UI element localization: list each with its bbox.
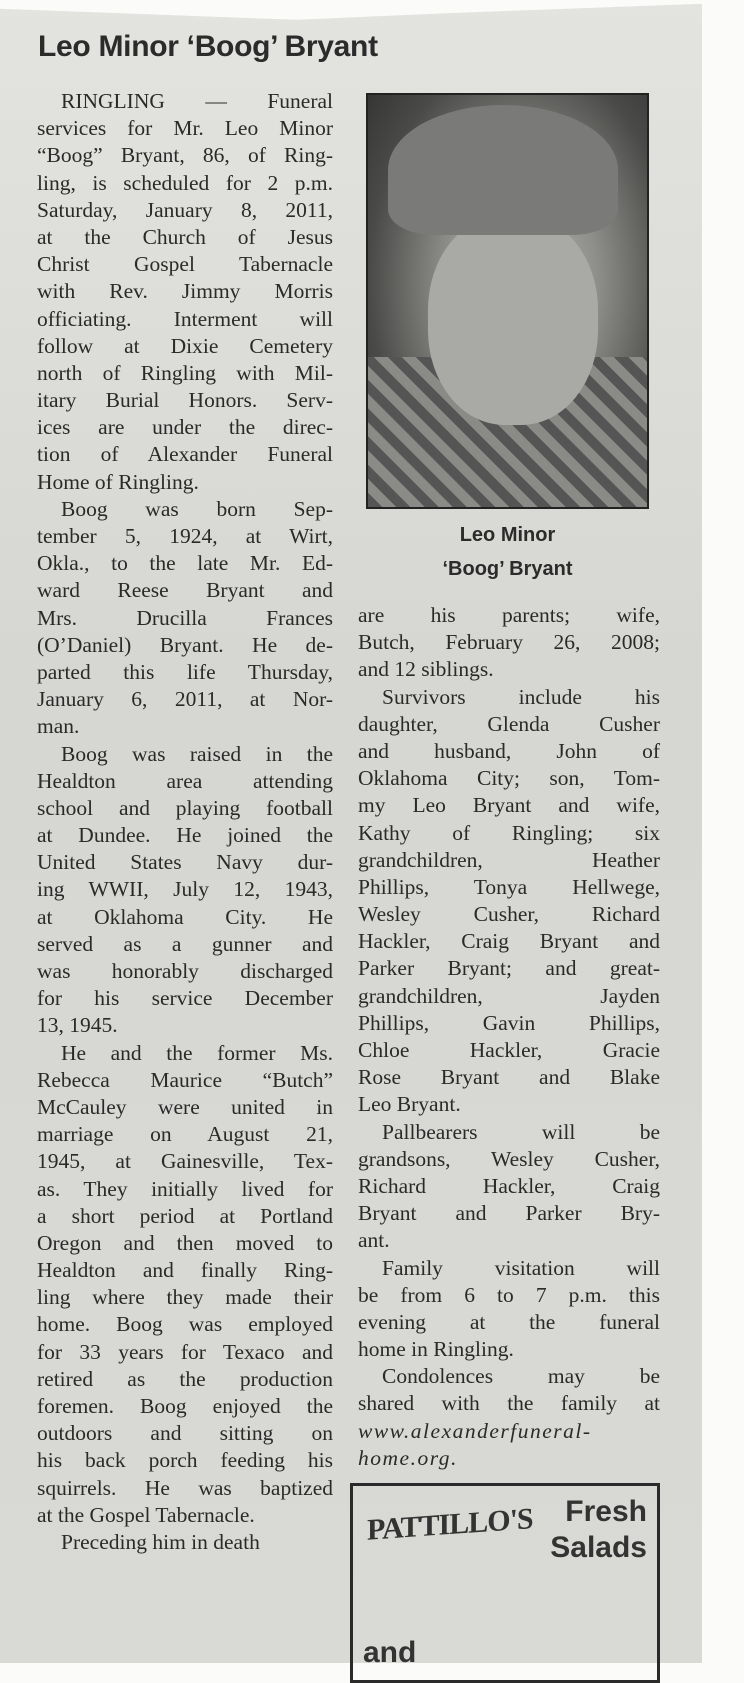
text-line: Pallbearers will be xyxy=(382,1119,660,1144)
portrait-photo xyxy=(366,93,649,509)
text-line: as. They initially lived for xyxy=(37,1176,333,1201)
text-line: Parker Bryant; and great- xyxy=(358,956,660,981)
left-text-column xyxy=(37,88,333,1556)
text-line: parted this life Thursday, xyxy=(37,659,333,684)
text-line: Bryant and Parker Bry- xyxy=(358,1201,660,1226)
text-line: itary Burial Honors. Serv- xyxy=(37,388,333,413)
text-line: at the Gospel Tabernacle. xyxy=(37,1502,255,1527)
paragraph xyxy=(358,1255,660,1364)
text-line: Phillips, Tonya Hellwege, xyxy=(358,874,660,899)
text-line: Kathy of Ringling; six xyxy=(358,820,660,845)
paragraph xyxy=(37,496,333,741)
text-line: Mrs. Drucilla Frances xyxy=(37,605,333,630)
text-line: Home of Ringling. xyxy=(37,469,199,494)
text-line: ant. xyxy=(358,1228,390,1253)
paragraph xyxy=(358,684,660,1119)
text-line: and husband, John of xyxy=(358,738,660,763)
ad-line-salads: Salads xyxy=(550,1531,647,1564)
text-line: ward Reese Bryant and xyxy=(37,578,333,603)
text-line: served as a gunner and xyxy=(37,931,333,956)
text-line: a short period at Portland xyxy=(37,1203,333,1228)
text-line: and 12 siblings. xyxy=(358,657,494,682)
paragraph xyxy=(37,741,333,1040)
text-line: tember 5, 1924, at Wirt, xyxy=(37,524,333,548)
text-line: for his service December xyxy=(37,986,333,1011)
text-line: Butch, February 26, 2008; xyxy=(358,630,660,655)
text-line: Okla., to the late Mr. Ed- xyxy=(37,551,333,576)
text-line: Healdton area attending xyxy=(37,768,333,793)
text-line: Saturday, January 8, 2011, xyxy=(37,197,333,222)
text-line: north of Ringling with Mil- xyxy=(37,360,333,385)
text-line: home in Ringling. xyxy=(358,1337,514,1362)
text-line: RINGLING — Funeral xyxy=(61,89,333,113)
text-line: Oklahoma City; son, Tom- xyxy=(358,766,660,791)
text-line: “Boog” Bryant, 86, of Ring- xyxy=(37,143,333,168)
text-line: at Dundee. He joined the xyxy=(37,823,333,848)
text-line: Christ Gospel Tabernacle xyxy=(37,252,333,277)
text-line: Survivors include his xyxy=(382,684,660,709)
text-line: Chloe Hackler, Gracie xyxy=(358,1038,660,1062)
text-line: Hackler, Craig Bryant and xyxy=(358,929,660,954)
text-line: Rose Bryant and Blake xyxy=(358,1065,660,1090)
text-line: foremen. Boog enjoyed the xyxy=(37,1394,333,1418)
text-line: Condolences may be xyxy=(382,1364,660,1389)
text-line: Wesley Cusher, Richard xyxy=(358,902,660,927)
text-line: He and the former Ms. xyxy=(61,1040,333,1065)
text-line: Family visitation will xyxy=(382,1255,660,1280)
paragraph xyxy=(358,1363,660,1472)
obituary-headline: Leo Minor ‘Boog’ Bryant xyxy=(38,30,378,63)
text-line: grandchildren, Jayden xyxy=(358,983,660,1008)
text-line: man. xyxy=(37,714,80,739)
text-line: for 33 years for Texaco and xyxy=(37,1339,333,1364)
text-line: grandsons, Wesley Cusher, xyxy=(358,1146,660,1171)
photo-caption-line-2: ‘Boog’ Bryant xyxy=(442,558,573,580)
text-line: January 6, 2011, at Nor- xyxy=(37,687,333,712)
text-line: shared with the family at xyxy=(358,1391,660,1416)
paragraph xyxy=(37,1040,333,1529)
text-line: at the Church of Jesus xyxy=(37,224,333,249)
website-link-line: home.org. xyxy=(358,1445,458,1470)
face xyxy=(428,215,598,425)
text-line: his back porch feeding his xyxy=(37,1448,333,1473)
paragraph xyxy=(37,1529,333,1556)
text-line: Preceding him in death xyxy=(61,1529,260,1554)
text-line: tion of Alexander Funeral xyxy=(37,442,333,467)
pattillos-advertisement xyxy=(350,1483,660,1683)
ad-logo: PATTILLO'S xyxy=(367,1502,533,1547)
text-line: evening at the funeral xyxy=(358,1309,660,1334)
text-line: Rebecca Maurice “Butch” xyxy=(37,1067,333,1092)
text-line: United States Navy dur- xyxy=(37,850,333,875)
text-line: marriage on August 21, xyxy=(37,1122,333,1147)
text-line: are his parents; wife, xyxy=(358,603,660,627)
text-line: at Oklahoma City. He xyxy=(37,904,333,929)
text-line: outdoors and sitting on xyxy=(37,1421,333,1446)
cap xyxy=(388,105,618,235)
text-line: 13, 1945. xyxy=(37,1013,118,1038)
text-line: McCauley were united in xyxy=(37,1094,333,1119)
ad-line-and: and xyxy=(363,1636,417,1669)
paragraph xyxy=(37,88,333,496)
text-line: Leo Bryant. xyxy=(358,1092,461,1117)
text-line: Boog was raised in the xyxy=(61,741,333,766)
right-text-column xyxy=(358,602,660,1472)
text-line: 1945, at Gainesville, Tex- xyxy=(37,1149,333,1174)
photo-caption-line-1: Leo Minor xyxy=(459,524,556,546)
text-line: grandchildren, Heather xyxy=(358,847,660,872)
text-line: Boog was born Sep- xyxy=(61,496,333,521)
website-link-line: www.alexanderfuneral- xyxy=(358,1418,592,1443)
text-line: ling, is scheduled for 2 p.m. xyxy=(37,170,333,195)
text-line: follow at Dixie Cemetery xyxy=(37,333,333,358)
text-line: Phillips, Gavin Phillips, xyxy=(358,1010,660,1035)
text-line: services for Mr. Leo Minor xyxy=(37,116,333,141)
text-line: school and playing football xyxy=(37,795,333,820)
text-line: daughter, Glenda Cusher xyxy=(358,711,660,736)
text-line: with Rev. Jimmy Morris xyxy=(37,279,333,304)
text-line: squirrels. He was baptized xyxy=(37,1475,333,1500)
ad-headline xyxy=(550,1494,647,1566)
ad-line-fresh: Fresh xyxy=(565,1495,647,1528)
paragraph xyxy=(358,1119,660,1255)
text-line: be from 6 to 7 p.m. this xyxy=(358,1282,660,1307)
text-line: Healdton and finally Ring- xyxy=(37,1258,333,1283)
text-line: my Leo Bryant and wife, xyxy=(358,793,660,818)
text-line: ices are under the direc- xyxy=(37,415,333,440)
text-line: home. Boog was employed xyxy=(37,1312,333,1337)
text-line: ing WWII, July 12, 1943, xyxy=(37,877,333,902)
paragraph xyxy=(358,602,660,684)
text-line: retired as the production xyxy=(37,1366,333,1391)
text-line: (O’Daniel) Bryant. He de- xyxy=(37,632,333,657)
text-line: was honorably discharged xyxy=(37,959,333,983)
text-line: Richard Hackler, Craig xyxy=(358,1173,660,1198)
text-line: Oregon and then moved to xyxy=(37,1230,333,1255)
text-line: ling where they made their xyxy=(37,1285,333,1310)
text-line: officiating. Interment will xyxy=(37,306,333,331)
